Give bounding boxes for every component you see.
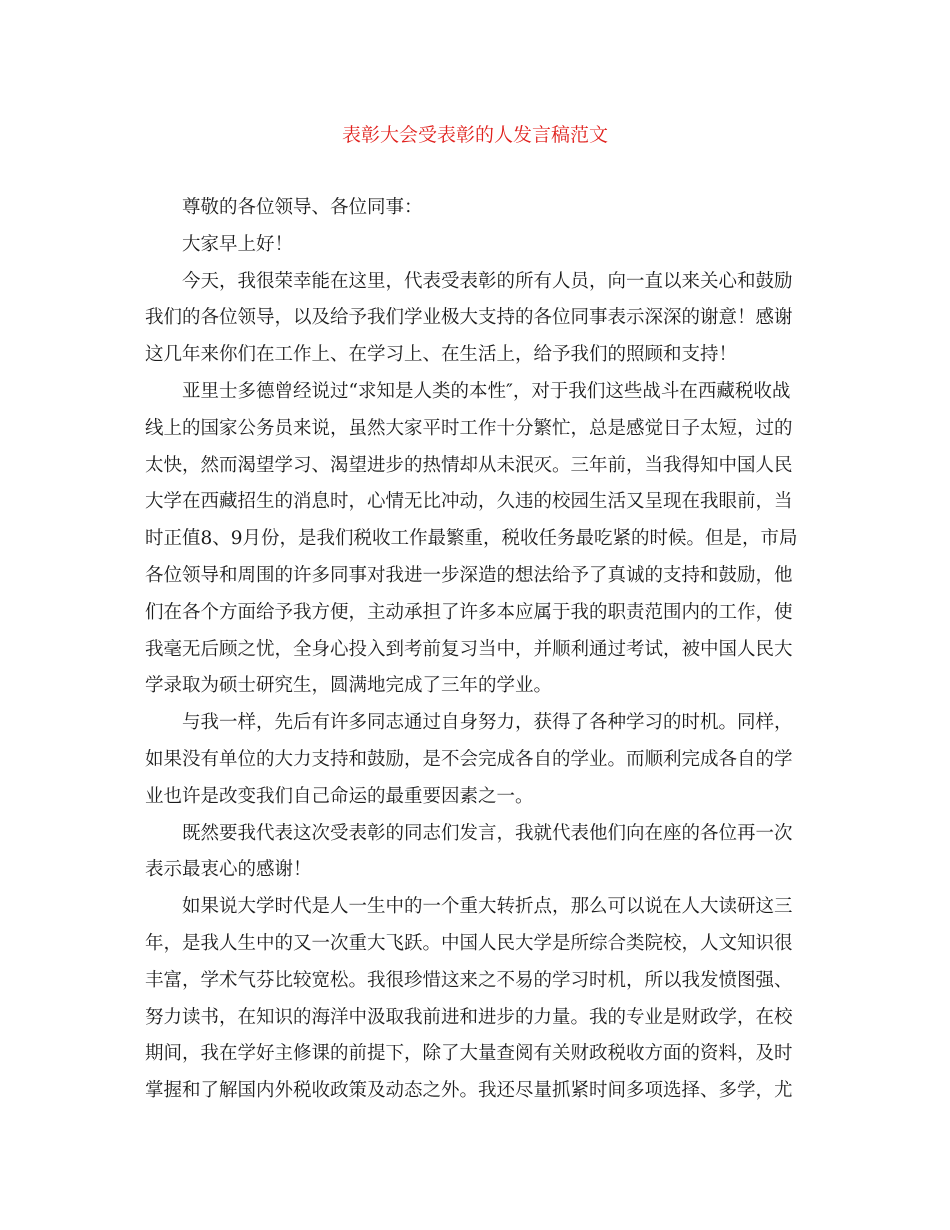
body-text-line: 丰富，学术气芬比较宽松。我很珍惜这来之不易的学习时机，所以我发愤图强、	[145, 969, 793, 991]
body-text-line: 我毫无后顾之忧，全身心投入到考前复习当中，并顺利通过考试，被中国人民大	[145, 638, 793, 660]
document-body	[145, 190, 805, 1110]
body-text-line: 年，是我人生中的又一次重大飞跃。中国人民大学是所综合类院校，人文知识很	[145, 932, 793, 954]
body-text-line: 学录取为硕士研究生，圆满地完成了三年的学业。	[145, 675, 553, 697]
body-text-line: 如果没有单位的大力支持和鼓励，是不会完成各自的学业。而顺利完成各自的学	[145, 748, 793, 770]
body-text-line: 亚里士多德曾经说过“求知是人类的本性″，对于我们这些战斗在西藏税收战	[182, 380, 791, 402]
body-text-line: 们在各个方面给予我方便，主动承担了许多本应属于我的职责范围内的工作，使	[145, 601, 793, 623]
body-text-line: 我们的各位领导，以及给予我们学业极大支持的各位同事表示深深的谢意！感谢	[145, 307, 793, 329]
body-text-line: 与我一样，先后有许多同志通过自身努力，获得了各种学习的时机。同样，	[182, 712, 793, 734]
body-text-line: 太快，然而渴望学习、渴望进步的热情却从未泯灭。三年前，当我得知中国人民	[145, 454, 793, 476]
body-text-line: 线上的国家公务员来说，虽然大家平时工作十分繁忙，总是感觉日子太短，过的	[145, 417, 793, 439]
body-text-line: 努力读书，在知识的海洋中汲取我前进和进步的力量。我的专业是财政学，在校	[145, 1006, 793, 1028]
body-text-line: 时正值8、9月份，是我们税收工作最繁重，税收任务最吃紧的时候。但是，市局	[145, 528, 798, 550]
body-text-line: 大学在西藏招生的消息时，心情无比冲动，久违的校园生活又呈现在我眼前，当	[145, 491, 793, 513]
body-text-line: 既然要我代表这次受表彰的同志们发言，我就代表他们向在座的各位再一次	[182, 822, 793, 844]
body-text-line: 各位领导和周围的许多同事对我进一步深造的想法给予了真诚的支持和鼓励，他	[145, 564, 793, 586]
body-text-line: 尊敬的各位领导、各位同事：	[182, 197, 423, 218]
body-text-line: 如果说大学时代是人一生中的一个重大转折点，那么可以说在人大读研这三	[182, 896, 793, 918]
body-text-line: 掌握和了解国内外税收政策及动态之外。我还尽量抓紧时间多项选择、多学，尤	[145, 1080, 793, 1102]
body-text-line: 业也许是改变我们自己命运的最重要因素之一。	[145, 785, 534, 807]
body-text-line: 期间，我在学好主修课的前提下，除了大量查阅有关财政税收方面的资料，及时	[145, 1043, 793, 1065]
body-text-line: 这几年来你们在工作上、在学习上、在生活上，给予我们的照顾和支持！	[145, 344, 738, 366]
body-text-line: 表示最衷心的感谢！	[145, 859, 312, 881]
page-title: 表彰大会受表彰的人发言稿范文	[341, 124, 608, 146]
body-text-line: 今天，我很荣幸能在这里，代表受表彰的所有人员，向一直以来关心和鼓励	[182, 270, 793, 292]
body-text-line: 大家早上好！	[182, 233, 294, 255]
